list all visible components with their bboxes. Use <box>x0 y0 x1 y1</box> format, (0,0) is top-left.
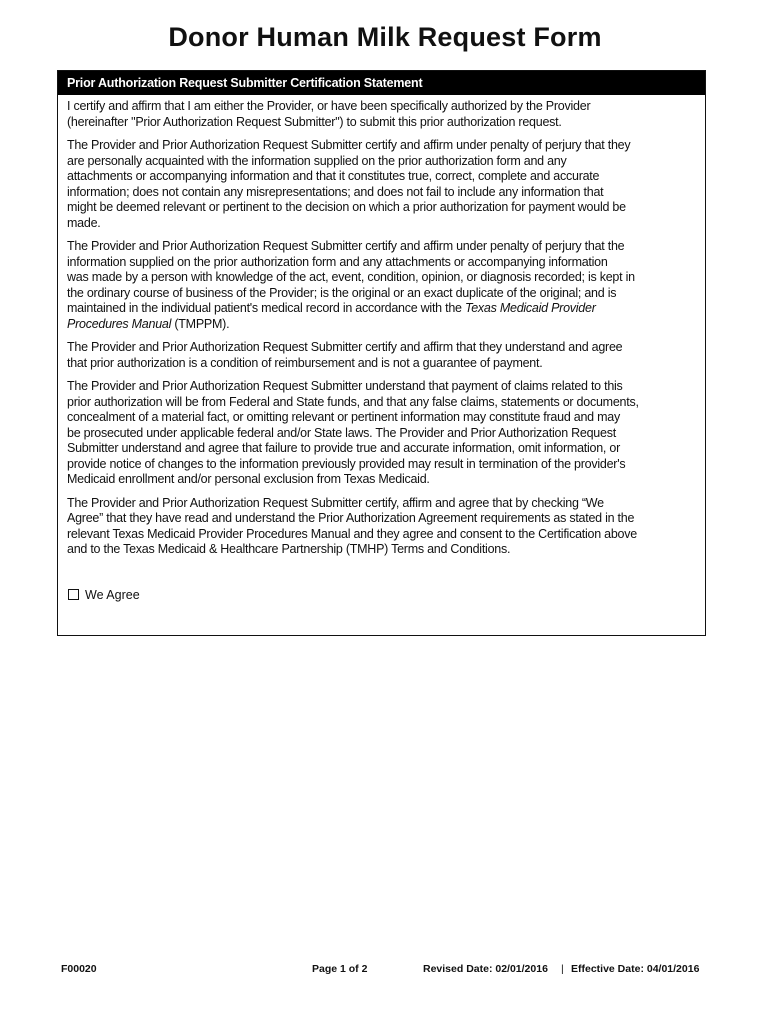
text-segment: The Provider and Prior Authorization Request Submitter understand that payment of claims related to this <box>67 379 623 393</box>
paragraph-line <box>67 185 705 201</box>
form-id: F00020 <box>61 963 97 975</box>
text-segment: are personally acquainted with the information supplied on the prior authorization form and any <box>67 153 567 168</box>
text-segment: The Provider and Prior Authorization Request Submitter certify and affirm under penalty of perjury that the <box>67 239 625 253</box>
text-segment: (TMPPM). <box>171 316 230 331</box>
paragraph-line <box>67 340 705 356</box>
paragraph-line <box>67 154 705 170</box>
paragraph-line <box>67 395 705 411</box>
paragraph-line <box>67 496 705 512</box>
text-segment: the ordinary course of business of the Provider; is the original or an exact duplicate of the original; and is <box>67 285 617 300</box>
paragraph-line <box>67 270 705 286</box>
footer-separator: | <box>561 963 564 975</box>
text-segment: (hereinafter "Prior Authorization Request Submitter") to submit this prior authorization request. <box>67 114 562 129</box>
text-segment: The Provider and Prior Authorization Request Submitter certify and affirm that they understand and agree <box>67 340 623 354</box>
paragraph <box>67 379 705 488</box>
paragraph-line <box>67 200 705 216</box>
paragraph-line <box>67 511 705 527</box>
we-agree-checkbox[interactable] <box>68 589 79 600</box>
text-segment: information; does not contain any misrepresentations; and does not fail to include any information that <box>67 184 604 199</box>
paragraph-line <box>67 286 705 302</box>
section-body <box>58 95 705 558</box>
paragraph-line <box>67 301 705 317</box>
text-segment: was made by a person with knowledge of the act, event, condition, opinion, or diagnosis recorded; is kept in <box>67 270 635 284</box>
paragraph-line <box>67 441 705 457</box>
paragraph-line <box>67 527 705 543</box>
text-segment: be prosecuted under applicable federal and/or State laws. The Provider and Prior Authorization Request <box>67 425 616 440</box>
paragraph <box>67 340 705 371</box>
paragraph-line <box>67 356 705 372</box>
paragraph <box>67 239 705 332</box>
text-segment: Submitter understand and agree that failure to provide true and accurate information, omit information, or <box>67 441 620 455</box>
page-number: Page 1 of 2 <box>312 963 368 975</box>
paragraph-line <box>67 426 705 442</box>
paragraph-line <box>67 99 705 115</box>
effective-date: Effective Date: 04/01/2016 <box>571 963 700 975</box>
paragraph <box>67 99 705 130</box>
we-agree-checkbox-row[interactable] <box>58 588 705 602</box>
text-segment: concealment of a material fact, or omitting relevant or pertinent information may constitute fraud and may <box>67 410 620 424</box>
text-segment: and to the Texas Medicaid & Healthcare Partnership (TMHP) Terms and Conditions. <box>67 542 511 556</box>
section-title: Prior Authorization Request Submitter Certification Statement <box>58 71 705 95</box>
text-segment: relevant Texas Medicaid Provider Procedures Manual and they agree and consent to the Certification above <box>67 526 637 541</box>
page-title: Donor Human Milk Request Form <box>168 22 602 52</box>
paragraph-line <box>67 410 705 426</box>
paragraph-line <box>67 457 705 473</box>
paragraph-line <box>67 216 705 232</box>
we-agree-label: We Agree <box>85 587 140 602</box>
text-segment: I certify and affirm that I am either the Provider, or have been specifically authorized by the Provider <box>67 99 591 113</box>
paragraph-line <box>67 542 705 558</box>
paragraph-line <box>67 255 705 271</box>
paragraph-line <box>67 472 705 488</box>
paragraph-line <box>67 115 705 131</box>
text-segment: attachments or accompanying information and that it constitutes true, correct, complete and accurate <box>67 169 600 183</box>
paragraph-line <box>67 138 705 154</box>
text-segment: made. <box>67 215 101 230</box>
text-segment: that prior authorization is a condition of reimbursement and is not a guarantee of payment. <box>67 355 543 370</box>
paragraph-line <box>67 317 705 333</box>
text-segment: Agree” that they have read and understand the Prior Authorization Agreement requirements as stated in the <box>67 511 635 525</box>
text-segment: Medicaid enrollment and/or personal exclusion from Texas Medicaid. <box>67 472 430 486</box>
text-segment: prior authorization will be from Federal and State funds, and that any false claims, statements or documents, <box>67 394 639 409</box>
text-segment: maintained in the individual patient's medical record in accordance with the <box>67 301 465 315</box>
text-segment: The Provider and Prior Authorization Request Submitter certify and affirm under penalty of perjury that they <box>67 138 631 152</box>
italic-text: Texas Medicaid Provider <box>464 301 596 315</box>
revised-date: Revised Date: 02/01/2016 <box>423 963 548 975</box>
certification-section <box>57 70 706 636</box>
paragraph <box>67 496 705 558</box>
paragraph <box>67 138 705 231</box>
paragraph-line <box>67 239 705 255</box>
paragraph-line <box>67 379 705 395</box>
text-segment: provide notice of changes to the information previously provided may result in termination of the provider's <box>67 456 626 471</box>
text-segment: might be deemed relevant or pertinent to the decision on which a prior authorization for payment would be <box>67 200 626 214</box>
paragraph-line <box>67 169 705 185</box>
text-segment: The Provider and Prior Authorization Request Submitter certify, affirm and agree that by checking “We <box>67 495 604 510</box>
italic-text: Procedures Manual <box>67 316 172 331</box>
text-segment: information supplied on the prior authorization form and any attachments or accompanying information <box>67 254 608 269</box>
